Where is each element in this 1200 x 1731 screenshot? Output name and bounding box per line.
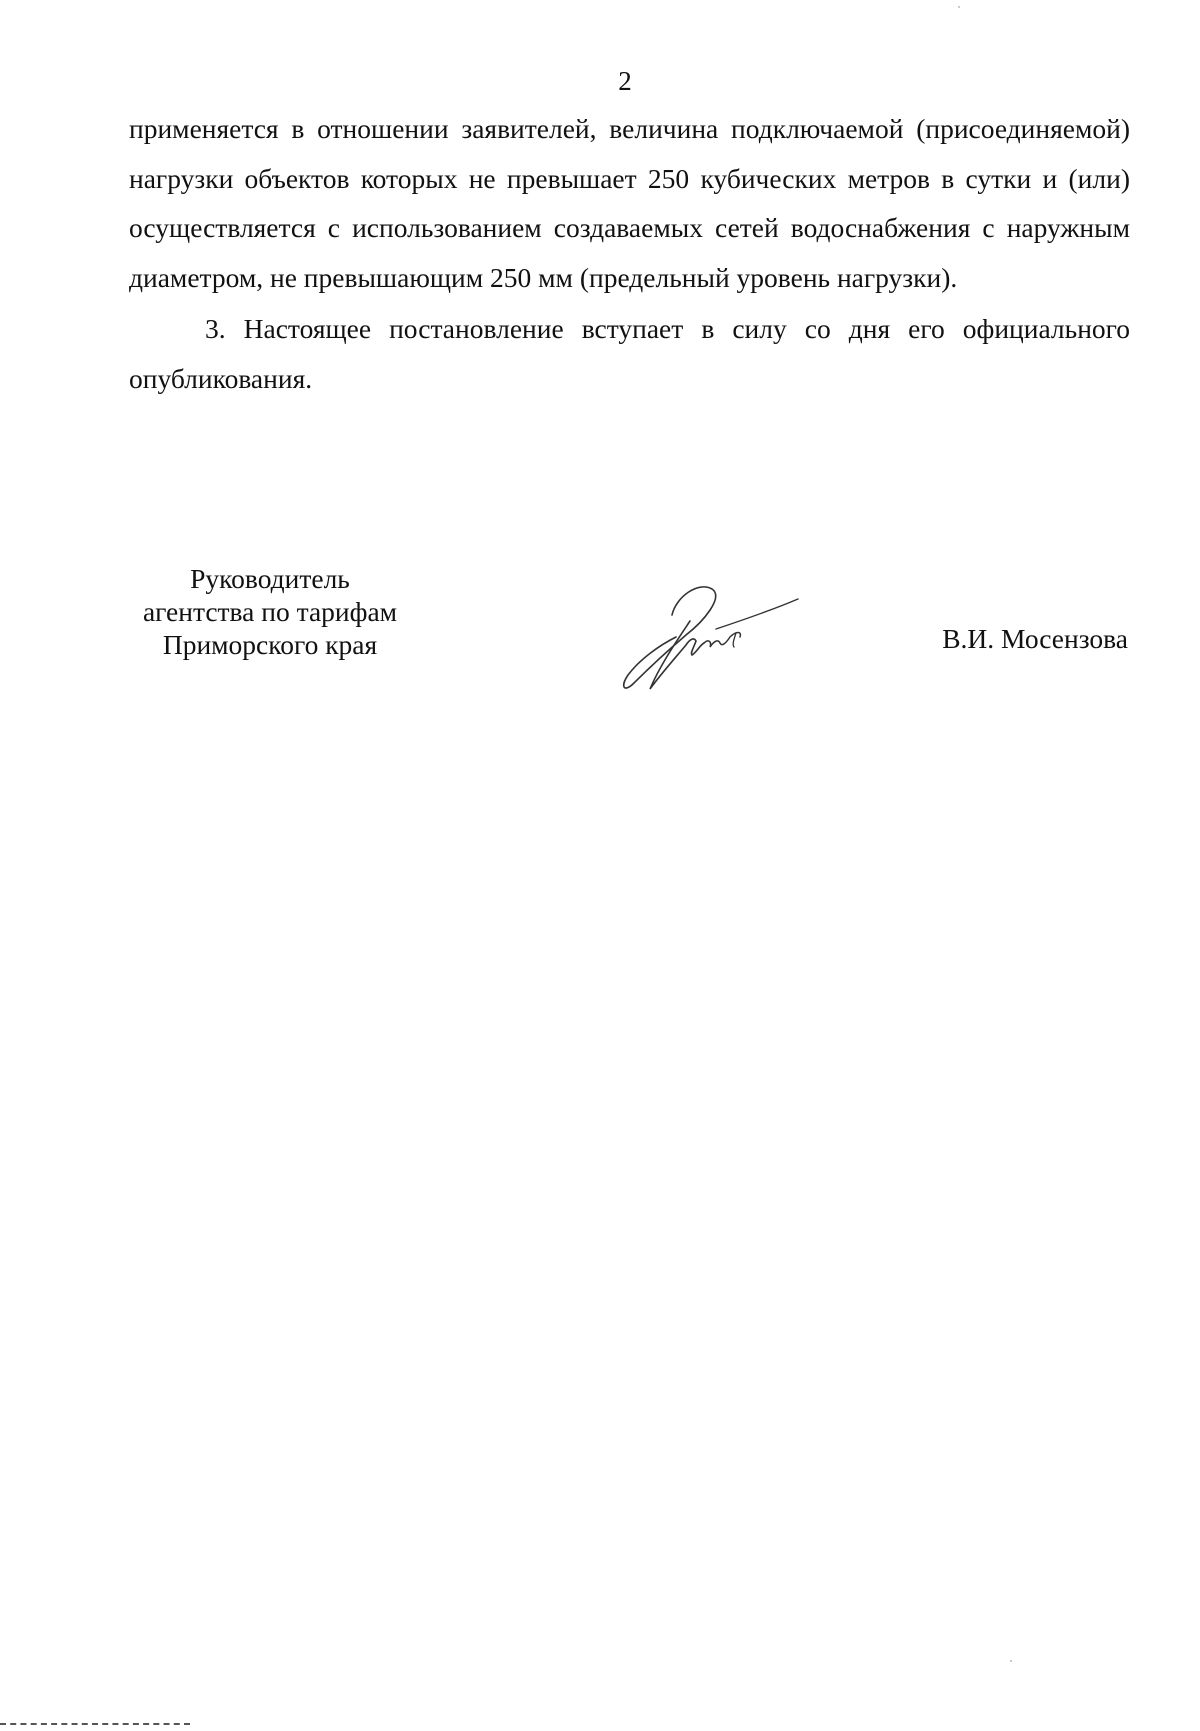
position-line-3: Приморского края: [162, 629, 378, 660]
scan-speck: [1010, 1660, 1012, 1662]
scan-speck: [958, 6, 960, 8]
paragraph-3: 3. Настоящее постановление вступает в силу со дня его официального опубликования.: [129, 313, 1130, 394]
page-number: 2: [618, 66, 632, 96]
signatory-position: [120, 562, 420, 661]
handwritten-signature: [620, 575, 800, 695]
signatory-name: В.И. Мосензова: [942, 623, 1128, 654]
scan-edge-artifact: [0, 1723, 190, 1725]
position-line-1: Руководитель: [190, 563, 350, 594]
paragraph-continuation: применяется в отношении заявителей, величина подключаемой (присоединяемой) нагрузки объектов которых не превышает 250 кубических метров в сутки и (или) осуществляется с использованием создаваемых сетей водоснабжения с наружным диаметром, не превышающим 250 мм (предельный уровень нагрузки).: [129, 113, 1130, 293]
document-body: [129, 104, 1130, 403]
position-line-2: агентства по тарифам: [142, 596, 398, 627]
